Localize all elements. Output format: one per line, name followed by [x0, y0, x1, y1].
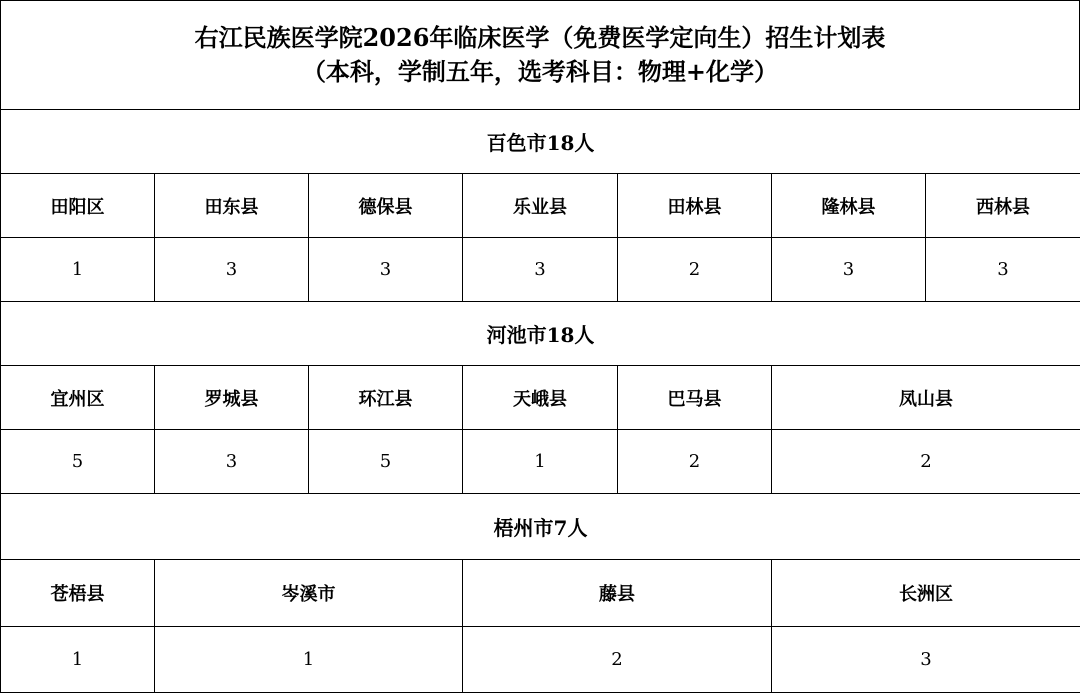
count-cell: 2 — [772, 430, 1080, 494]
county-cell: 环江县 — [309, 366, 463, 430]
count-cell: 3 — [155, 430, 309, 494]
county-cell: 藤县 — [463, 560, 772, 627]
county-cell: 乐业县 — [463, 174, 618, 238]
count-cell: 1 — [155, 627, 463, 693]
count-cell: 3 — [926, 238, 1080, 302]
county-cell: 罗城县 — [155, 366, 309, 430]
count-cell: 3 — [772, 238, 926, 302]
city-row-wuzhou — [1, 494, 1080, 560]
count-cell: 2 — [618, 430, 772, 494]
city-header-wuzhou: 梧州市7人 — [1, 494, 1080, 560]
county-row-baise — [1, 174, 1080, 238]
county-cell: 田林县 — [618, 174, 772, 238]
county-cell: 巴马县 — [618, 366, 772, 430]
count-cell: 1 — [1, 238, 155, 302]
count-cell: 2 — [463, 627, 772, 693]
count-cell: 3 — [155, 238, 309, 302]
county-cell: 西林县 — [926, 174, 1080, 238]
count-cell: 5 — [1, 430, 155, 494]
count-cell: 1 — [1, 627, 155, 693]
count-row-baise — [1, 238, 1080, 302]
county-cell: 凤山县 — [772, 366, 1080, 430]
county-cell: 长洲区 — [772, 560, 1080, 627]
count-cell: 3 — [772, 627, 1080, 693]
enrollment-table — [0, 109, 1080, 693]
page-subtitle: （本科，学制五年，选考科目：物理+化学） — [301, 57, 779, 86]
county-cell: 宜州区 — [1, 366, 155, 430]
county-cell: 天峨县 — [463, 366, 618, 430]
county-cell: 田阳区 — [1, 174, 155, 238]
count-cell: 3 — [463, 238, 618, 302]
count-row-hechi — [1, 430, 1080, 494]
title-block — [0, 0, 1080, 110]
county-row-wuzhou — [1, 560, 1080, 627]
city-header-baise: 百色市18人 — [1, 110, 1080, 174]
county-row-hechi — [1, 366, 1080, 430]
city-row-baise — [1, 110, 1080, 174]
page-title: 右江民族医学院2026年临床医学（免费医学定向生）招生计划表 — [194, 23, 886, 52]
county-cell: 田东县 — [155, 174, 309, 238]
county-cell: 德保县 — [309, 174, 463, 238]
county-cell: 苍梧县 — [1, 560, 155, 627]
county-cell: 隆林县 — [772, 174, 926, 238]
count-row-wuzhou — [1, 627, 1080, 693]
count-cell: 1 — [463, 430, 618, 494]
city-row-hechi — [1, 302, 1080, 366]
count-cell: 2 — [618, 238, 772, 302]
county-cell: 岑溪市 — [155, 560, 463, 627]
count-cell: 3 — [309, 238, 463, 302]
count-cell: 5 — [309, 430, 463, 494]
city-header-hechi: 河池市18人 — [1, 302, 1080, 366]
